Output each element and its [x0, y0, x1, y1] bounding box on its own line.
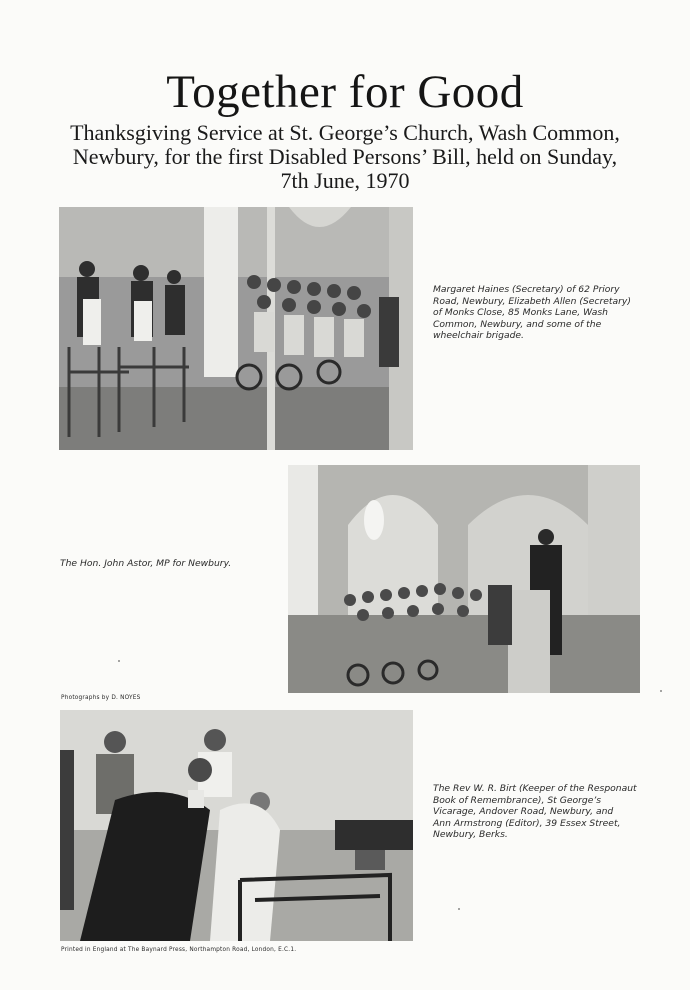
caption-line: Road, Newbury, Elizabeth Allen (Secretary) — [433, 295, 631, 307]
subtitle-line-1: Thanksgiving Service at St. George’s Church, Wash Common, — [70, 120, 620, 145]
caption-line: Margaret Haines (Secretary) of 62 Priory — [433, 284, 620, 295]
subtitle-line-3: 7th June, 1970 — [280, 168, 410, 193]
decorative-dot — [118, 660, 120, 662]
page-subtitle — [40, 121, 650, 193]
caption-line: wheelchair brigade. — [433, 330, 524, 341]
printer-credit: Printed in England at The Baynard Press, Northampton Road, London, E.C.1. — [61, 947, 297, 953]
subtitle-line-2: Newbury, for the first Disabled Persons’ Bill, held on Sunday, — [72, 144, 618, 169]
caption-line: The Rev W. R. Birt (Keeper of the Responaut — [433, 783, 637, 794]
page-title: Together for Good — [166, 66, 524, 118]
photo1-caption — [433, 284, 663, 342]
decorative-dot — [660, 690, 662, 692]
caption-line: Vicarage, Andover Road, Newbury, and — [433, 806, 614, 817]
caption-line: Newbury, Berks. — [433, 829, 508, 840]
congregation-photo — [59, 207, 413, 450]
photo3-caption — [433, 783, 663, 841]
caption-line: Common, Newbury, and some of the — [433, 318, 602, 330]
caption-line: Ann Armstrong (Editor), 39 Essex Street, — [433, 817, 621, 829]
lectern-photo — [288, 465, 640, 693]
photo2-caption: The Hon. John Astor, MP for Newbury. — [60, 558, 232, 569]
caption-line: of Monks Close, 85 Monks Lane, Wash — [433, 307, 608, 318]
decorative-dot — [458, 908, 460, 910]
caption-line: Book of Remembrance), St George’s — [433, 794, 602, 806]
vicar-photo — [60, 710, 413, 941]
photo-credit: Photographs by D. NOYES — [61, 695, 141, 701]
